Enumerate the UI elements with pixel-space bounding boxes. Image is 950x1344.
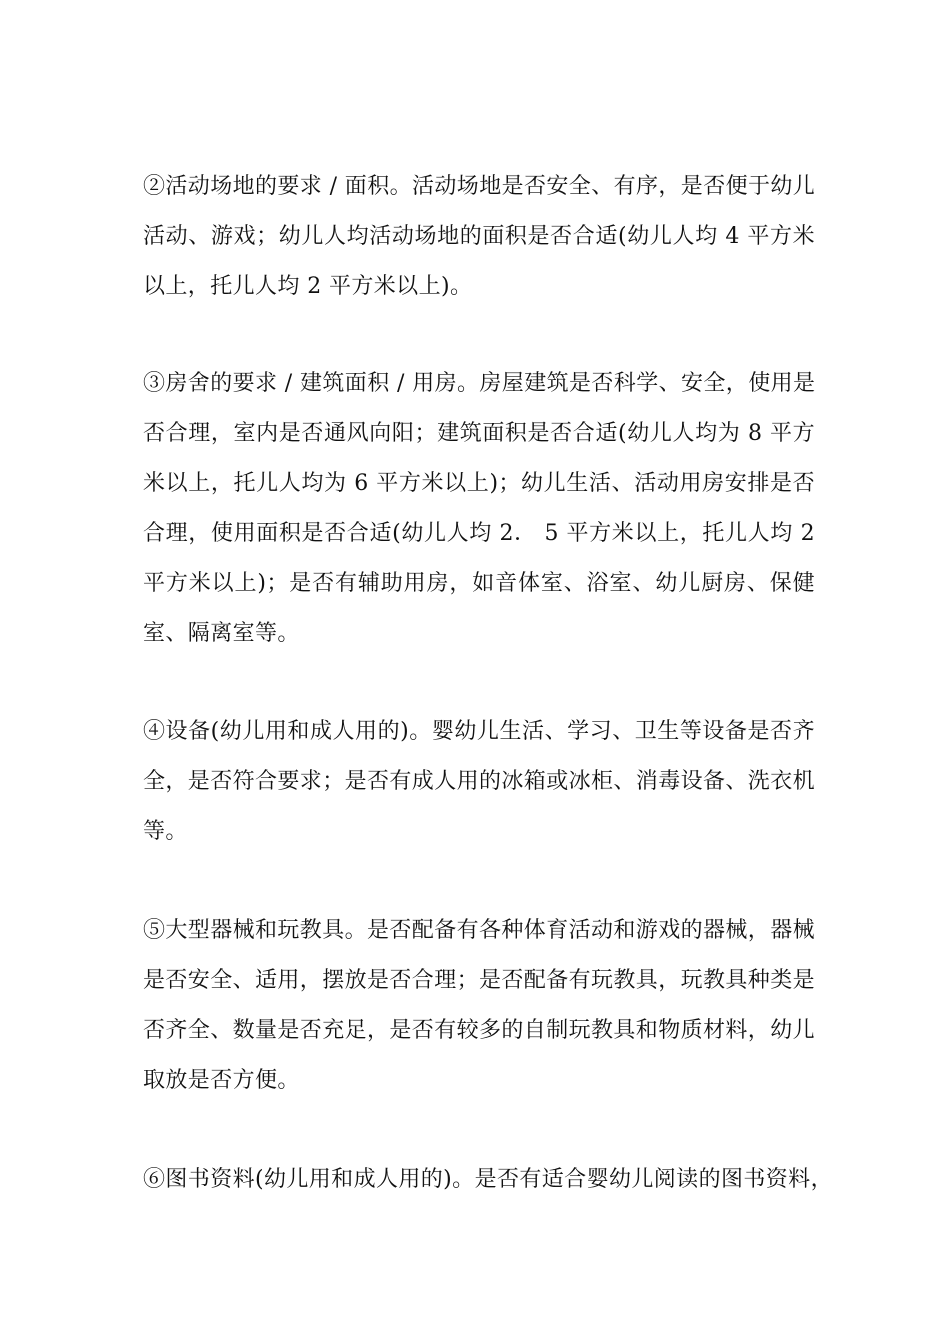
text-line: 全，是否符合要求；是否有成人用的冰箱或冰柜、消毒设备、洗衣机 <box>143 769 816 794</box>
text-line: 否齐全、数量是否充足，是否有较多的自制玩教具和物质材料，幼儿 <box>143 1018 816 1043</box>
text-line: ②活动场地的要求 / 面积。活动场地是否安全、有序，是否便于幼儿 <box>143 174 816 199</box>
text-line: 等。 <box>143 819 188 844</box>
text-line: 是否安全、适用，摆放是否合理；是否配备有玩教具，玩教具种类是 <box>143 968 816 993</box>
text-line: ④设备(幼儿用和成人用的)。婴幼儿生活、学习、卫生等设备是否齐 <box>143 719 815 744</box>
text-line: ⑤大型器械和玩教具。是否配备有各种体育活动和游戏的器械，器械 <box>143 918 816 943</box>
text-line: 以上，托儿人均 2 平方米以上)。 <box>143 274 473 299</box>
text-line: 否合理，室内是否通风向阳；建筑面积是否合适(幼儿人均为 8 平方 <box>143 421 815 446</box>
text-line: ③房舍的要求 / 建筑面积 / 用房。房屋建筑是否科学、安全，使用是 <box>143 371 816 396</box>
text-line: 室、隔离室等。 <box>143 621 300 646</box>
text-line: 合理，使用面积是否合适(幼儿人均 2． 5 平方米以上，托儿人均 2 <box>143 521 815 546</box>
text-line: 取放是否方便。 <box>143 1068 300 1093</box>
text-line: 活动、游戏；幼儿人均活动场地的面积是否合适(幼儿人均 4 平方米 <box>143 224 815 249</box>
text-line: 平方米以上)；是否有辅助用房，如音体室、浴室、幼儿厨房、保健 <box>143 571 815 596</box>
text-line: ⑥图书资料(幼儿用和成人用的)。是否有适合婴幼儿阅读的图书资料， <box>143 1167 833 1192</box>
text-line: 米以上，托儿人均为 6 平方米以上)；幼儿生活、活动用房安排是否 <box>143 471 815 496</box>
